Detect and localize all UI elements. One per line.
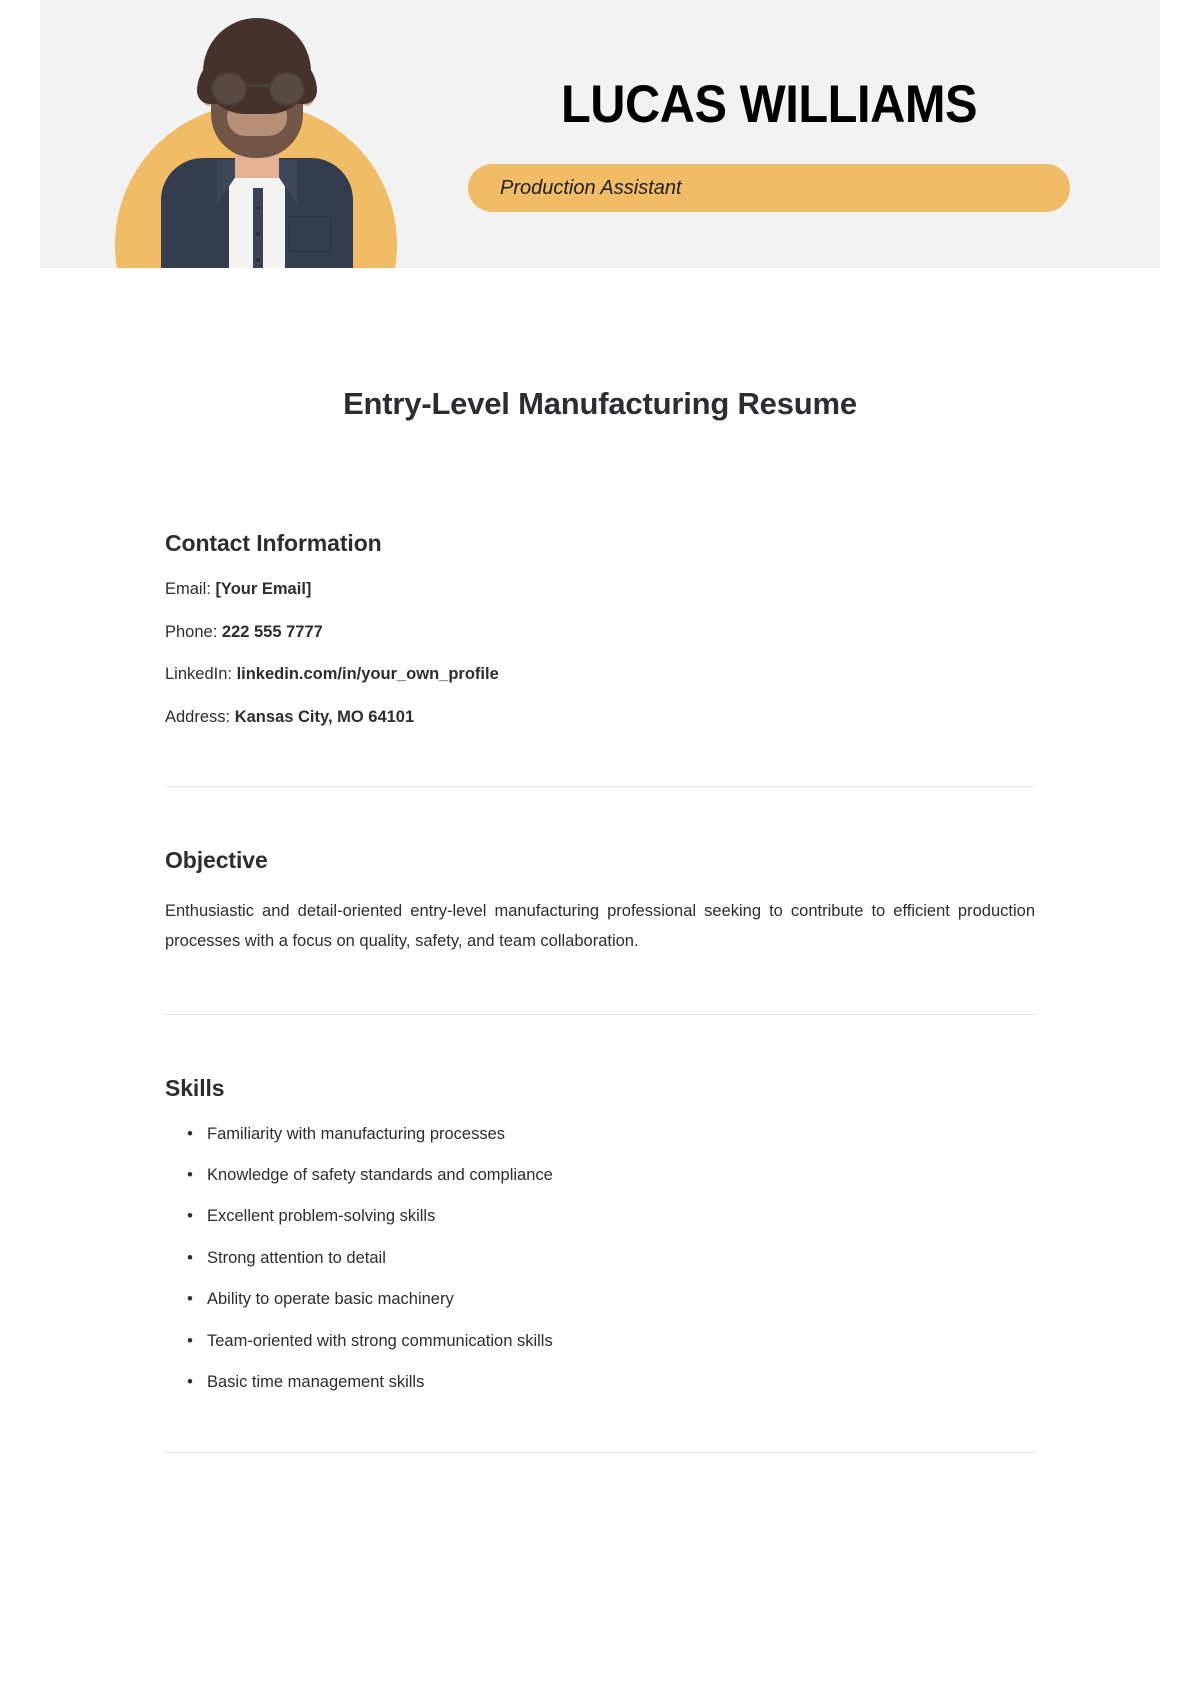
spacer (165, 956, 1035, 1014)
section-objective (165, 847, 1035, 956)
portrait-button (256, 232, 260, 236)
contact-row-phone (165, 622, 1035, 643)
spacer (165, 787, 1035, 847)
spacer (165, 1015, 1035, 1075)
header-text-block (468, 0, 1070, 268)
section-skills (165, 1075, 1035, 1394)
portrait-button (256, 258, 260, 262)
section-contact-information (165, 422, 1035, 728)
contact-value-address: Kansas City, MO 64101 (234, 707, 415, 726)
contact-value-email: [Your Email] (215, 580, 312, 598)
skills-heading: Skills (165, 1074, 225, 1101)
portrait-photo (153, 10, 359, 268)
contact-row-address (165, 707, 1035, 728)
list-item: • Team-oriented with strong communication skills (187, 1331, 1035, 1352)
resume-body (40, 268, 1160, 1515)
spacer (165, 1394, 1035, 1452)
contact-label-linkedin: LinkedIn: (165, 665, 232, 684)
resume-header-band (40, 0, 1160, 268)
glasses-lens-right (269, 72, 305, 106)
list-item: • Knowledge of safety standards and compliance (187, 1165, 1035, 1186)
job-title-label: Production Assistant (500, 176, 682, 199)
candidate-name: LUCAS WILLIAMS (560, 75, 978, 134)
profile-photo-block (115, 0, 397, 268)
list-item: • Ability to operate basic machinery (187, 1289, 1035, 1310)
page-title: Entry-Level Manufacturing Resume (343, 386, 857, 421)
glasses-lens-left (211, 72, 247, 106)
contact-value-phone: 222 555 7777 (221, 622, 323, 641)
list-item: • Excellent problem-solving skills (187, 1206, 1035, 1227)
contact-row-linkedin (165, 664, 1035, 685)
skills-list (165, 1124, 1035, 1394)
contact-label-phone: Phone: (165, 622, 218, 641)
glasses-bridge (245, 84, 269, 87)
list-item: • Strong attention to detail (187, 1248, 1035, 1269)
objective-paragraph: Enthusiastic and detail-oriented entry-level manufacturing professional seeking to contribute to efficient production processes with a focus on quality, safety, and team collaboration. (165, 901, 1035, 950)
portrait-shirt-placket (253, 188, 263, 268)
contact-row-email (165, 579, 1035, 600)
contact-value-linkedin: linkedin.com/in/your_own_profile (236, 665, 499, 684)
objective-heading: Objective (165, 846, 268, 873)
spacer (165, 728, 1035, 786)
contact-heading: Contact Information (165, 530, 382, 556)
portrait-shirt-pocket (289, 216, 331, 252)
portrait-button (256, 206, 260, 210)
contact-label-address: Address: (165, 707, 231, 726)
job-title-badge (468, 164, 1070, 212)
resume-page (40, 0, 1160, 1696)
glasses-icon (205, 72, 309, 102)
list-item: • Familiarity with manufacturing processes (187, 1124, 1035, 1145)
spacer (165, 1453, 1035, 1515)
contact-label-email: Email: (165, 580, 211, 598)
list-item: • Basic time management skills (187, 1372, 1035, 1393)
